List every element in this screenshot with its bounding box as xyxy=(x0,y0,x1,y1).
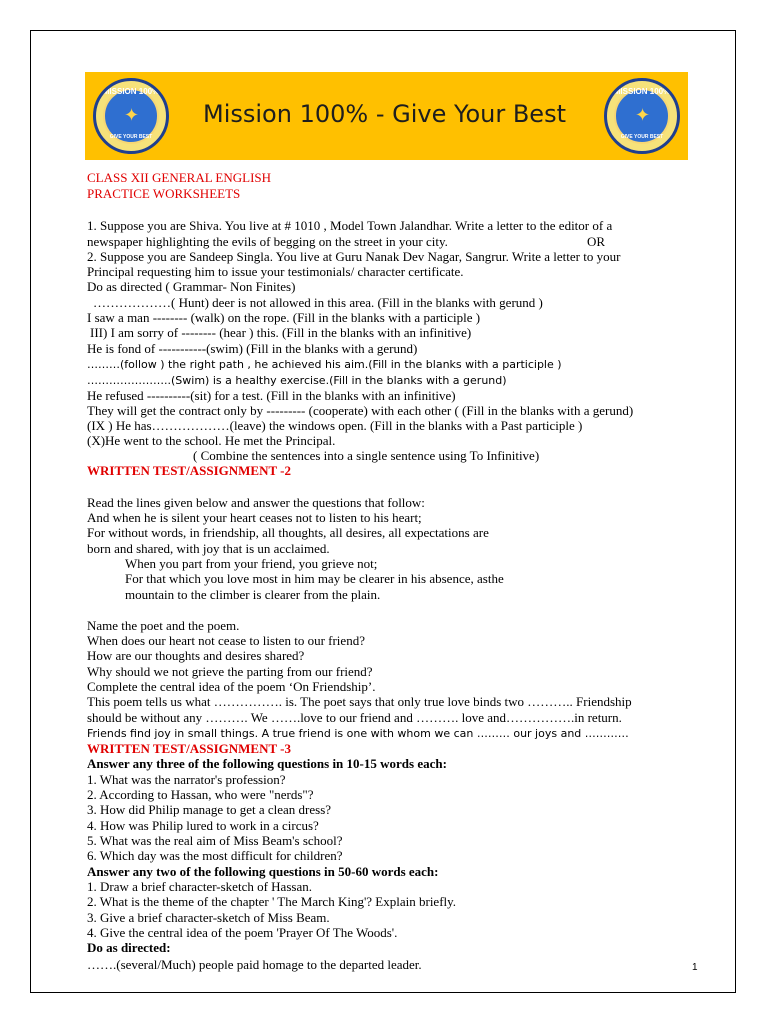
exercise-line: ………(follow ) the right path , he achieved his aim.(Fill in the blanks with a participle ) xyxy=(87,358,562,371)
poem-line: born and shared, with joy that is un acclaimed. xyxy=(87,541,330,556)
grammar-heading: Do as directed ( Grammar- Non Finites) xyxy=(87,279,296,294)
poem-question: Name the poet and the poem. xyxy=(87,618,240,633)
mission-logo-right: MISSION 100% ✦ GIVE YOUR BEST xyxy=(604,78,680,154)
header-class: CLASS XII GENERAL ENGLISH xyxy=(87,170,272,185)
poem-question: When does our heart not cease to listen to our friend? xyxy=(87,633,365,648)
question-item: 4. How was Philip lured to work in a circus? xyxy=(87,818,319,833)
exercise-line: He is fond of -----------(swim) (Fill in the blanks with a gerund) xyxy=(87,341,418,356)
central-idea-line: should be without any ………. We …….love to our friend and ………. love and…………….in return. xyxy=(87,710,622,725)
exercise-line: III) I am sorry of -------- (hear ) this. (Fill in the blanks with an infinitive) xyxy=(90,325,472,340)
poem-line: When you part from your friend, you grieve not; xyxy=(125,556,378,571)
instruction-long-answers: Answer any two of the following questions in 50-60 words each: xyxy=(87,864,439,879)
question-item: 2. What is the theme of the chapter ' The March King'? Explain briefly. xyxy=(87,894,457,909)
question-line: 1. Suppose you are Shiva. You live at # 1010 , Model Town Jalandhar. Write a letter to the editor of a xyxy=(87,218,613,233)
exercise-instruction: ( Combine the sentences into a single sentence using To Infinitive) xyxy=(193,448,540,463)
exercise-line: He refused ----------(sit) for a test. (Fill in the blanks with an infinitive) xyxy=(87,388,456,403)
question-item: …….(several/Much) people paid homage to the departed leader. xyxy=(87,957,422,972)
question-item: 3. Give a brief character-sketch of Miss Beam. xyxy=(87,910,330,925)
mission-logo-left: MISSION 100% ✦ GIVE YOUR BEST xyxy=(93,78,169,154)
assignment-2-heading: WRITTEN TEST/ASSIGNMENT -2 xyxy=(87,463,291,478)
exercise-line: I saw a man -------- (walk) on the rope. (Fill in the blanks with a participle ) xyxy=(87,310,481,325)
poem-question: Why should we not grieve the parting from our friend? xyxy=(87,664,373,679)
page-number: 1 xyxy=(692,962,698,973)
banner-title: Mission 100% - Give Your Best xyxy=(203,100,566,128)
exercise-line: (X)He went to the school. He met the Principal. xyxy=(87,433,336,448)
question-item: 3. How did Philip manage to get a clean dress? xyxy=(87,802,332,817)
poem-line: mountain to the climber is clearer from the plain. xyxy=(125,587,381,602)
poem-question: Complete the central idea of the poem ‘On Friendship’. xyxy=(87,679,376,694)
exercise-line: …………………..(Swim) is a healthy exercise.(Fill in the blanks with a gerund) xyxy=(87,374,507,387)
central-idea-line: Friends find joy in small things. A true friend is one with whom we can ……… our joys and ………… xyxy=(87,727,629,740)
or-label: OR xyxy=(587,234,606,249)
instruction-short-answers: Answer any three of the following questions in 10-15 words each: xyxy=(87,756,447,771)
poem-line: And when he is silent your heart ceases not to listen to his heart; xyxy=(87,510,422,525)
central-idea-line: This poem tells us what ……………. is. The poet says that only true love binds two ……….. Friendship xyxy=(87,694,632,709)
exercise-line: (IX ) He has………………(leave) the windows open. (Fill in the blanks with a Past participle ) xyxy=(87,418,583,433)
question-line: newspaper highlighting the evils of begging on the street in your city. xyxy=(87,234,448,249)
runner-icon: ✦ xyxy=(635,105,651,126)
question-line: 2. Suppose you are Sandeep Singla. You live at Guru Nanak Dev Nagar, Sangrur. Write a letter to your xyxy=(87,249,621,264)
question-item: 4. Give the central idea of the poem 'Prayer Of The Woods'. xyxy=(87,925,398,940)
assignment-3-heading: WRITTEN TEST/ASSIGNMENT -3 xyxy=(87,741,291,756)
do-as-directed-heading: Do as directed: xyxy=(87,940,171,955)
banner xyxy=(85,72,688,160)
exercise-line: ………………( Hunt) deer is not allowed in this area. (Fill in the blanks with gerund ) xyxy=(93,295,543,310)
poem-line: For without words, in friendship, all thoughts, all desires, all expectations are xyxy=(87,525,489,540)
poem-question: How are our thoughts and desires shared? xyxy=(87,648,305,663)
question-item: 6. Which day was the most difficult for children? xyxy=(87,848,343,863)
poem-instruction: Read the lines given below and answer the questions that follow: xyxy=(87,495,425,510)
question-item: 2. According to Hassan, who were "nerds"? xyxy=(87,787,314,802)
question-item: 5. What was the real aim of Miss Beam's school? xyxy=(87,833,343,848)
question-item: 1. What was the narrator's profession? xyxy=(87,772,286,787)
runner-icon: ✦ xyxy=(124,105,140,126)
question-line: Principal requesting him to issue your testimonials/ character certificate. xyxy=(87,264,464,279)
question-item: 1. Draw a brief character-sketch of Hassan. xyxy=(87,879,312,894)
header-worksheets: PRACTICE WORKSHEETS xyxy=(87,186,241,201)
exercise-line: They will get the contract only by --------- (cooperate) with each other ( (Fill in the blanks with a gerund) xyxy=(87,403,634,418)
poem-line: For that which you love most in him may be clearer in his absence, asthe xyxy=(125,571,504,586)
